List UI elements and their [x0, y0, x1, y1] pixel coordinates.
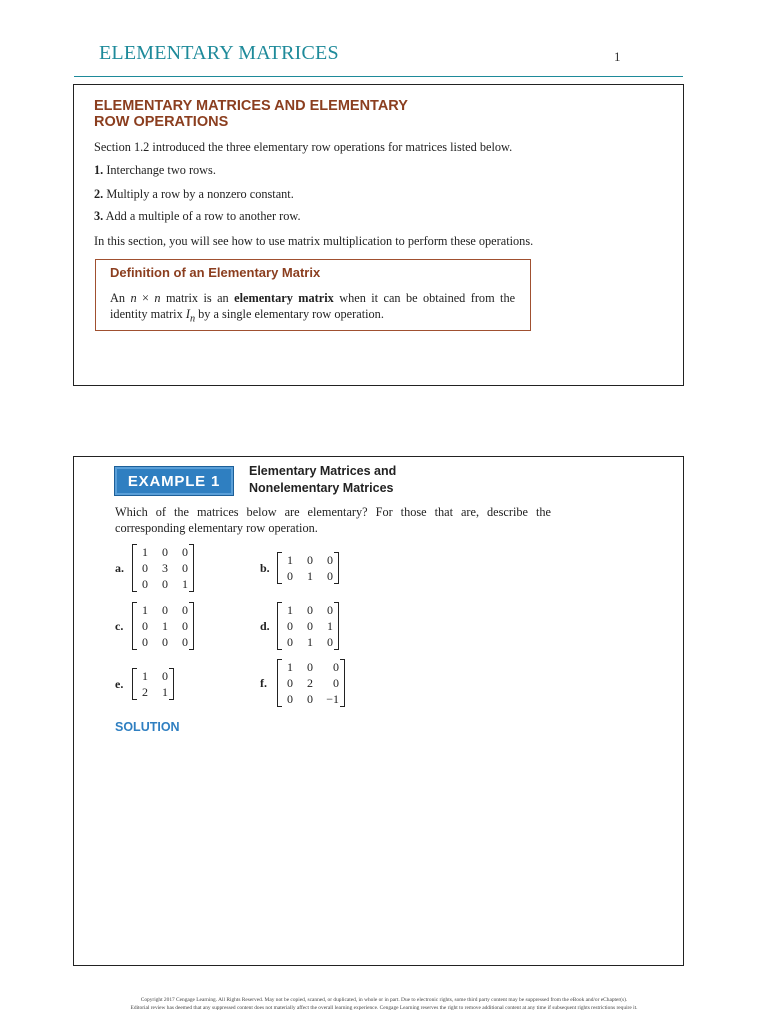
matrix-cell: 0 [162, 545, 168, 559]
matrix-row [283, 552, 333, 568]
matrix-cell: 0 [327, 603, 333, 617]
example-title [249, 463, 469, 497]
definition-term: elementary matrix [234, 291, 334, 305]
matrix-cell: 2 [307, 676, 313, 690]
matrix-cell: 0 [307, 692, 313, 706]
section-heading-line1: ELEMENTARY MATRICES AND ELEMENTARY [94, 98, 408, 114]
matrix-label-f: f. [260, 676, 267, 690]
matrix-cell: 0 [327, 635, 333, 649]
matrix-cell: 0 [142, 619, 148, 633]
matrix-a [132, 544, 194, 592]
section-heading [94, 98, 514, 130]
example-title-line1: Elementary Matrices and [249, 464, 397, 478]
matrix-cell: 1 [162, 685, 168, 699]
matrix-cell: −1 [326, 692, 339, 706]
identity-subscript: n [189, 313, 196, 325]
matrix-c [132, 602, 194, 650]
matrix-row [283, 691, 339, 707]
matrix-cell: 0 [182, 561, 188, 575]
example-prompt: Which of the matrices below are elementary? For those that are, describe the corresponding elementary row operation. [115, 505, 551, 535]
copyright-notice [60, 996, 708, 1012]
operation-number: 3. [94, 209, 104, 223]
section-intro: Section 1.2 introduced the three elementary row operations for matrices listed below. [94, 140, 513, 154]
page-number: 1 [614, 49, 621, 64]
matrix-cell: 0 [287, 635, 293, 649]
identity-symbol: I [185, 307, 190, 321]
matrix-cell: 0 [182, 603, 188, 617]
matrix-cell: 0 [162, 603, 168, 617]
operation-text: Interchange two rows. [106, 163, 216, 177]
matrix-cell: 0 [162, 635, 168, 649]
matrix-cell: 0 [287, 619, 293, 633]
matrix-row [138, 544, 188, 560]
operation-item [94, 208, 301, 224]
matrix-row [283, 602, 333, 618]
matrix-cell: 0 [307, 553, 313, 567]
matrix-label-b: b. [260, 561, 270, 575]
matrix-cell: 0 [182, 635, 188, 649]
matrix-cell: 0 [162, 577, 168, 591]
matrix-cell: 0 [333, 676, 339, 690]
matrix-cell: 1 [307, 569, 313, 583]
definition-word: when it can be obtained from the identity matrix [110, 291, 516, 321]
matrix-label-d: d. [260, 619, 270, 633]
definition-word: An [110, 291, 126, 305]
matrix-cell: 0 [333, 660, 339, 674]
matrix-cell: 1 [287, 603, 293, 617]
definition-var: n [154, 291, 161, 305]
matrix-cell: 1 [142, 603, 148, 617]
matrix-d [277, 602, 339, 650]
matrix-cell: 0 [287, 692, 293, 706]
matrix-e [132, 668, 174, 700]
section-closing: In this section, you will see how to use matrix multiplication to perform these operations. [94, 234, 534, 248]
matrix-cell: 1 [287, 660, 293, 674]
solution-label: SOLUTION [115, 720, 180, 734]
copyright-line2: Editorial review has deemed that any suppressed content does not materially affect the overall learning experience. Cengage Learning reserves the right to remove additional content at any time if subsequent rights restrictions require it. [130, 1005, 638, 1011]
matrix-cell: 0 [182, 619, 188, 633]
matrix-label-a: a. [115, 561, 124, 575]
matrix-row [283, 659, 339, 675]
matrix-cell: 0 [327, 569, 333, 583]
operation-item [94, 186, 294, 202]
matrix-cell: 0 [182, 545, 188, 559]
matrix-row [138, 602, 188, 618]
matrix-cell: 0 [287, 676, 293, 690]
matrix-row [138, 634, 188, 650]
matrix-cell: 0 [307, 619, 313, 633]
matrix-cell: 1 [287, 553, 293, 567]
matrix-cell: 0 [327, 553, 333, 567]
definition-word: matrix is an [165, 291, 229, 305]
matrix-row [283, 675, 339, 691]
example-title-line2: Nonelementary Matrices [249, 481, 394, 495]
operation-number: 1. [94, 163, 104, 177]
matrix-b [277, 552, 339, 584]
running-header-title: ELEMENTARY MATRICES [99, 42, 339, 64]
matrix-cell: 1 [182, 577, 188, 591]
operation-number: 2. [94, 187, 104, 201]
header-rule [74, 76, 683, 77]
matrix-cell: 1 [142, 545, 148, 559]
definition-word: by a single elementary row operation. [198, 307, 384, 321]
matrix-cell: 1 [142, 669, 148, 683]
matrix-f [277, 659, 345, 707]
matrix-row [138, 684, 168, 700]
matrix-cell: 0 [287, 569, 293, 583]
matrix-cell: 1 [307, 635, 313, 649]
matrix-cell: 0 [307, 603, 313, 617]
matrix-cell: 0 [142, 561, 148, 575]
matrix-row [138, 668, 168, 684]
definition-title: Definition of an Elementary Matrix [110, 265, 321, 280]
matrix-cell: 0 [307, 660, 313, 674]
matrix-cell: 0 [142, 635, 148, 649]
matrix-row [138, 618, 188, 634]
matrix-cell: 3 [162, 561, 168, 575]
definition-var: n [130, 291, 137, 305]
definition-times: × [142, 291, 149, 305]
section-heading-line2: ROW OPERATIONS [94, 114, 229, 130]
matrix-row [283, 634, 333, 650]
matrix-cell: 1 [327, 619, 333, 633]
example-badge: EXAMPLE 1 [114, 466, 234, 496]
copyright-line1: Copyright 2017 Cengage Learning. All Rights Reserved. May not be copied, scanned, or duplicated, in whole or in part. Due to electronic rights, some third party content may be suppressed from the eBook and/or eChapter(s). [140, 997, 628, 1003]
matrix-cell: 0 [162, 669, 168, 683]
matrix-row [283, 568, 333, 584]
operation-text: Add a multiple of a row to another row. [105, 209, 301, 223]
matrix-row [138, 576, 188, 592]
matrix-label-c: c. [115, 619, 124, 633]
operation-item [94, 162, 216, 178]
matrix-cell: 0 [142, 577, 148, 591]
matrix-cell: 1 [162, 619, 168, 633]
matrix-row [138, 560, 188, 576]
matrix-cell: 2 [142, 685, 148, 699]
matrix-row [283, 618, 333, 634]
operation-text: Multiply a row by a nonzero constant. [106, 187, 294, 201]
definition-text [110, 290, 515, 327]
matrix-label-e: e. [115, 677, 124, 691]
